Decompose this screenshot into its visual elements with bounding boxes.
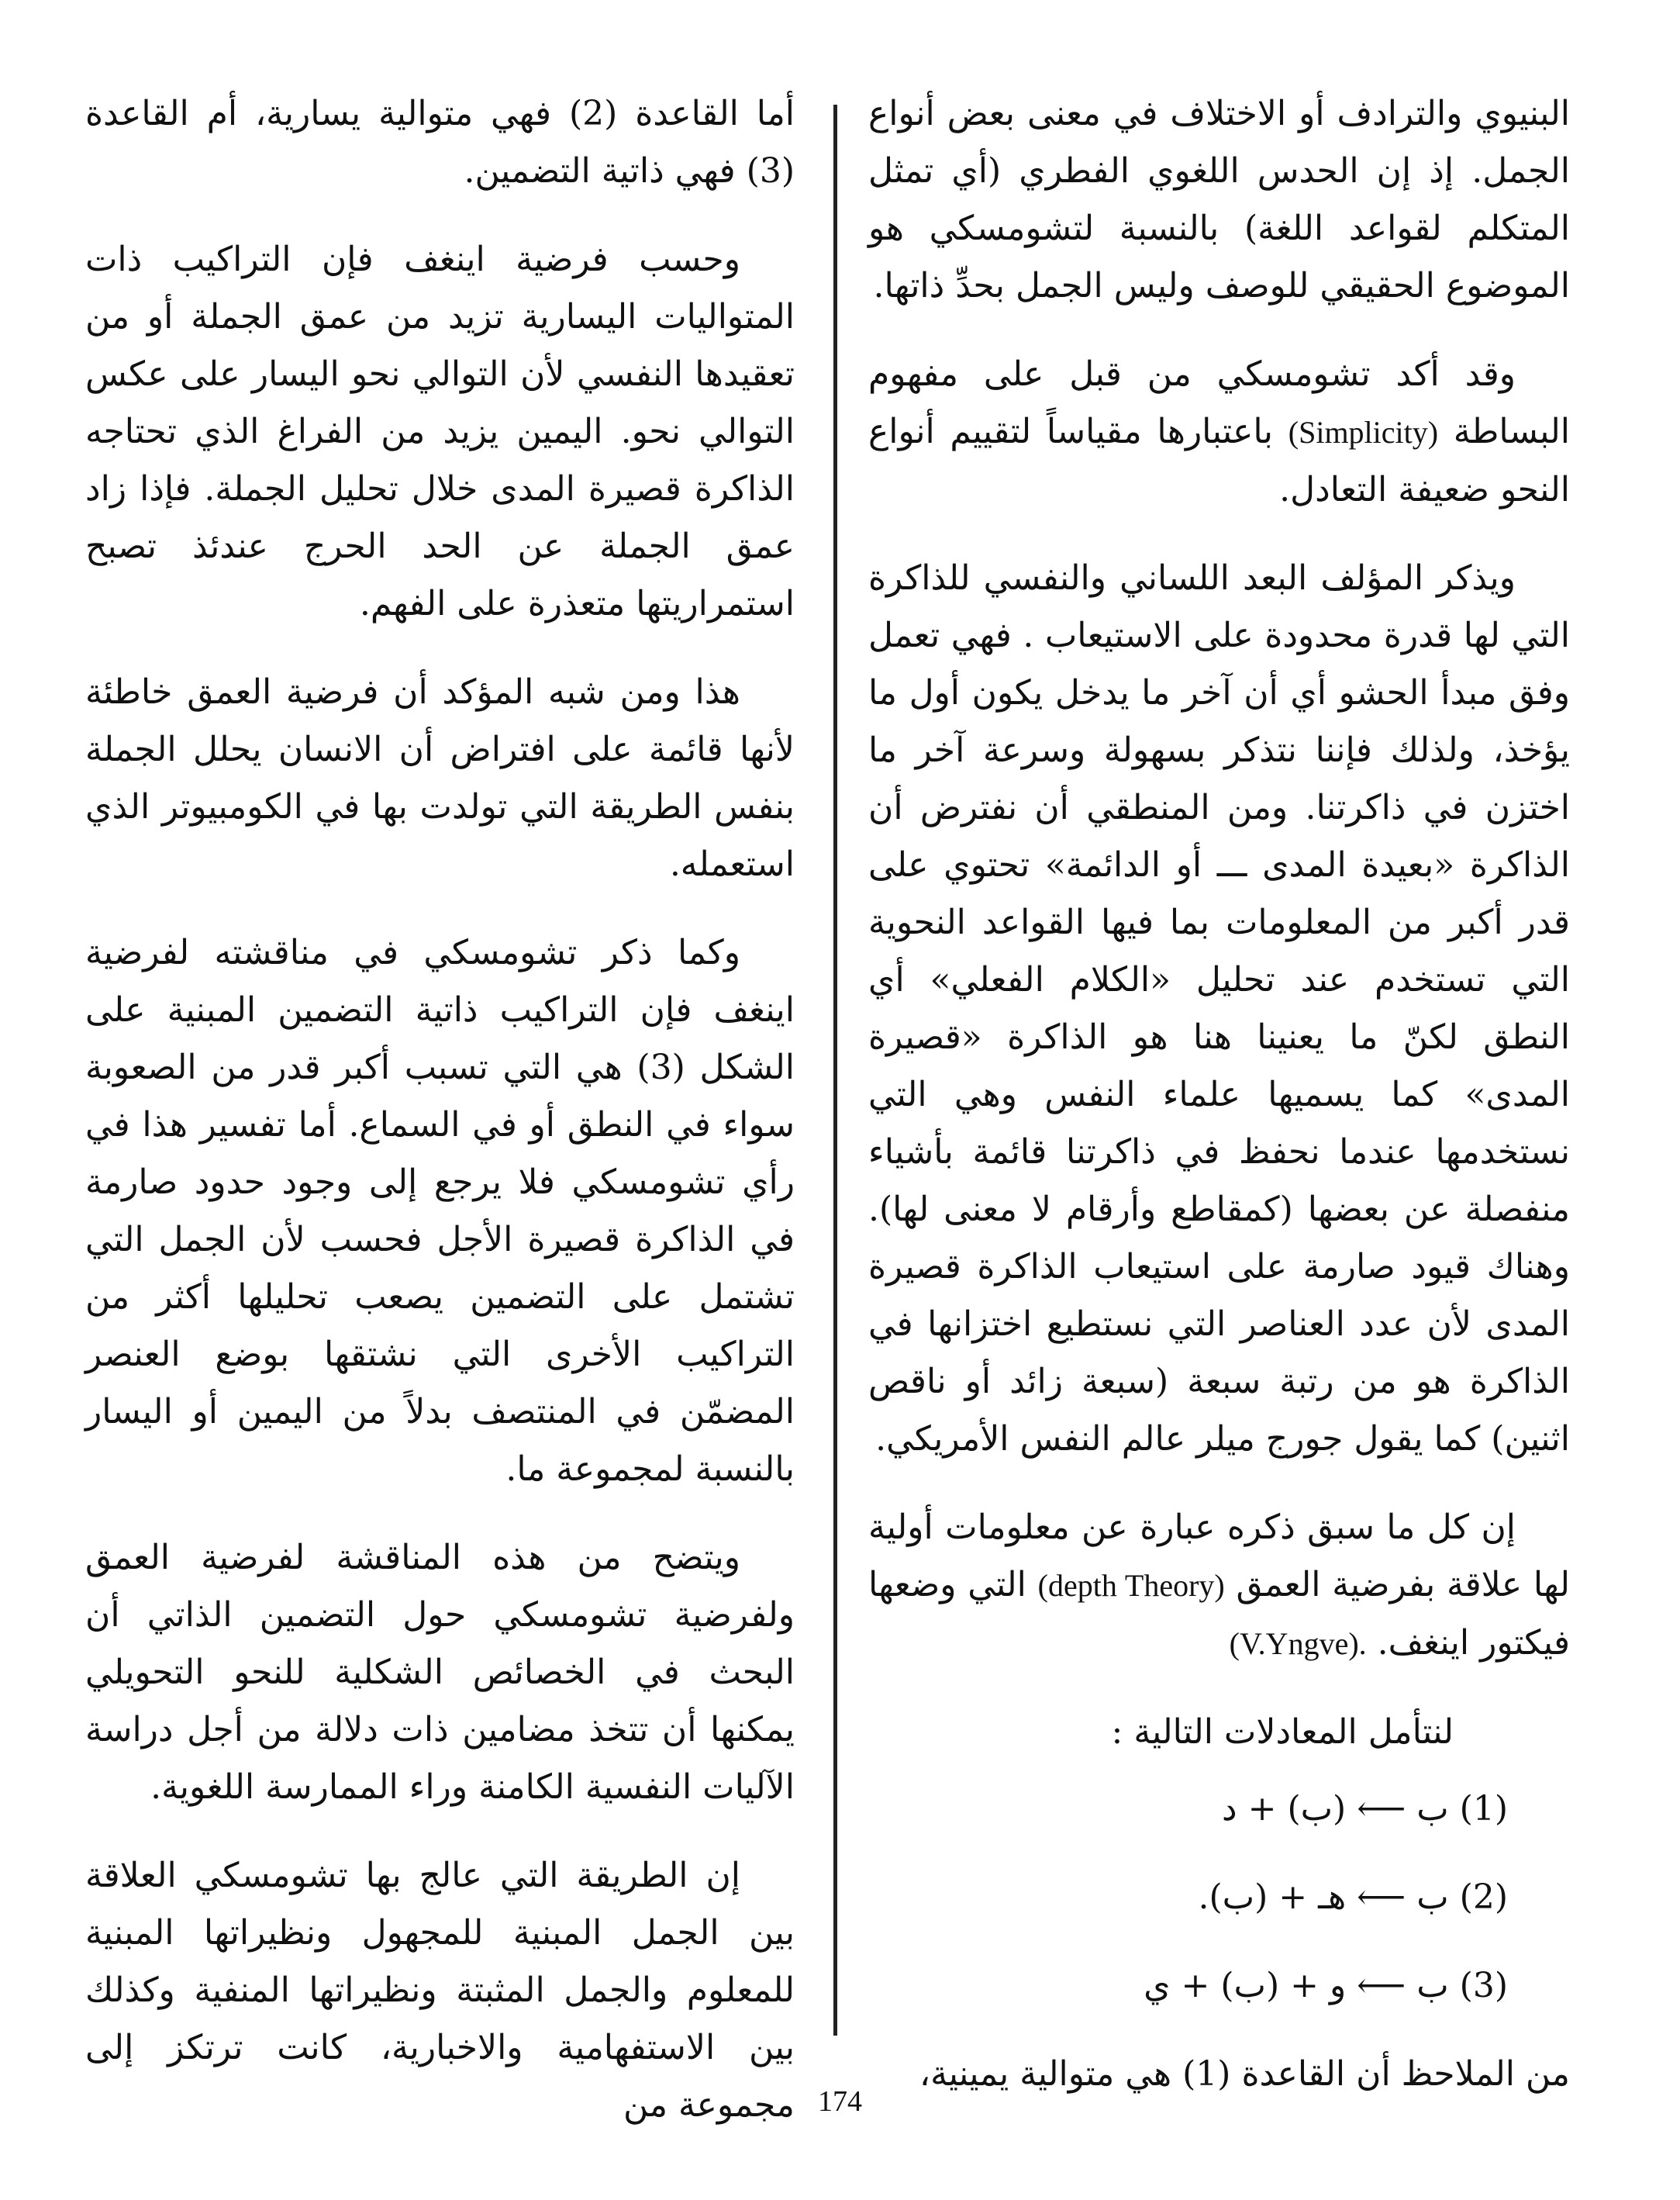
paragraph	[868, 1499, 1570, 1673]
column-divider	[833, 105, 837, 2036]
paragraph	[868, 346, 1570, 519]
left-column	[85, 85, 795, 2165]
paragraph: ويتضح من هذه المناقشة لفرضية العمق ولفرضية تشومسكي حول التضمين الذاتي أن البحث في الخصائص الشكلية للنحو التحويلي يمكنها أن تتخذ مضامين ذات دلالة من أجل دراسة الآليات النفسية الكامنة وراء الممارسة اللغوية.	[85, 1538, 795, 1807]
right-column	[868, 85, 1570, 2134]
paragraph-text: وقد أكد تشومسكي من قبل على مفهوم البساطة	[868, 354, 1570, 451]
paragraph-text: التي وضعها فيكتور اينغف.	[868, 1565, 1570, 1663]
page-number: 174	[818, 2085, 862, 2118]
paragraph-text: باعتبارها مقياساً لتقييم أنواع النحو ضعيفة التعادل.	[868, 412, 1570, 509]
equations-intro: لنتأمل المعادلات التالية :	[1111, 1712, 1454, 1752]
paragraph: من الملاحظ أن القاعدة (1) هي متوالية يمينية،	[919, 2054, 1570, 2094]
paragraph: البنيوي والترادف أو الاختلاف في معنى بعض أنواع الجمل. إذ إن الحدس اللغوي الفطري (أي تمثل المتكلم لقواعد اللغة) بالنسبة لتشومسكي هو الموضوع الحقيقي للوصف وليس الجمل بحدِّ ذاتها.	[868, 94, 1571, 306]
equation: (2) ب ⟵ هـ + (ب).	[1198, 1877, 1508, 1917]
paragraph: ويذكر المؤلف البعد اللساني والنفسي للذاكرة التي لها قدرة محدودة على الاستيعاب . فهي تعمل وفق مبدأ الحشو أي أن آخر ما يدخل يكون أول ما يؤخذ، ولذلك فإننا نتذكر بسهولة وسرعة آخر ما اختزن في ذاكرتنا. ومن المنطقي أن نفترض أن الذاكرة «بعيدة المدى ـــ أو الدائمة» تحتوي على قدر أكبر من المعلومات بما فيها القواعد النحوية التي تستخدم عند تحليل «الكلام الفعلي» أي النطق لكنّ ما يعنينا هنا هو الذاكرة «قصيرة المدى» كما يسميها علماء النفس وهي التي نستخدمها عندما نحفظ في ذاكرتنا قائمة بأشياء منفصلة عن بعضها (كمقاطع وأرقام لا معنى لها). وهناك قيود صارمة على استيعاب الذاكرة قصيرة المدى لأن عدد العناصر التي نستطيع اختزانها في الذاكرة هو من رتبة سبعة (سبعة زائد أو ناقص اثنين) كما يقول جورج ميلر عالم النفس الأمريكي.	[868, 558, 1570, 1459]
equation: (1) ب ⟵ (ب) + د	[1222, 1789, 1508, 1829]
latin-term: (Simplicity)	[1288, 415, 1439, 450]
latin-term: (V.Yngve).	[1229, 1626, 1367, 1661]
latin-term: (depth Theory)	[1037, 1568, 1225, 1603]
paragraph-text: إن كل ما سبق ذكره عبارة عن معلومات أولية لها علاقة بفرضية العمق	[868, 1508, 1570, 1604]
equation-list	[868, 1780, 1570, 2015]
equation: (3) ب ⟵ و + (ب) + ي	[1144, 1966, 1508, 2005]
paragraph: وحسب فرضية اينغف فإن التراكيب ذات المتواليات اليسارية تزيد من عمق الجملة أو من تعقيدها النفسي لأن التوالي نحو اليسار على عكس التوالي نحو. اليمين يزيد من الفراغ الذي تحتاجه الذاكرة قصيرة المدى خلال تحليل الجملة. فإذا زاد عمق الجملة عن الحد الحرج عندئذ تصبح استمراريتها متعذرة على الفهم.	[85, 240, 795, 623]
paragraph: أما القاعدة (2) فهي متوالية يسارية، أم القاعدة (3) فهي ذاتية التضمين.	[85, 94, 795, 191]
paragraph: إن الطريقة التي عالج بها تشومسكي العلاقة بين الجمل المبنية للمجهول ونظيراتها المبنية للمعلوم والجمل المثبتة ونظيراتها المنفية وكذلك بين الاستفهامية والاخبارية، كانت ترتكز إلى مجموعة من	[85, 1856, 795, 2125]
paragraph: وكما ذكر تشومسكي في مناقشته لفرضية اينغف فإن التراكيب ذاتية التضمين المبنية على الشكل (3) هي التي تسبب أكبر قدر من الصعوبة سواء في النطق أو في السماع. أما تفسير هذا في رأي تشومسكي فلا يرجع إلى وجود حدود صارمة في الذاكرة قصيرة الأجل فحسب لأن الجمل التي تشتمل على التضمين يصعب تحليلها أكثر من التراكيب الأخرى التي نشتقها بوضع العنصر المضمّن في المنتصف بدلاً من اليمين أو اليسار بالنسبة لمجموعة ما.	[85, 933, 795, 1489]
paragraph: هذا ومن شبه المؤكد أن فرضية العمق خاطئة لأنها قائمة على افتراض أن الانسان يحلل الجملة بنفس الطريقة التي تولدت بها في الكومبيوتر الذي استعمله.	[85, 672, 795, 884]
